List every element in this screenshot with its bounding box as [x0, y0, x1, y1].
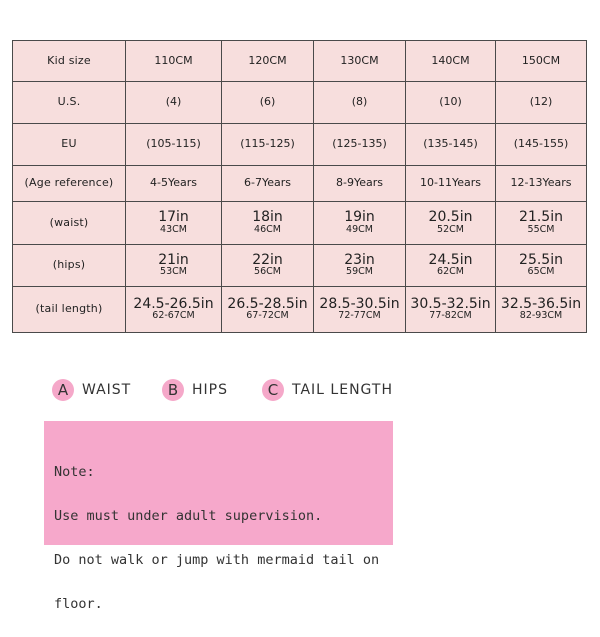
table-cell: 4-5Years — [126, 166, 222, 202]
cell-sub-value: 77-82CM — [429, 310, 472, 322]
cell-sub-value: 53CM — [160, 266, 187, 278]
cell-sub-value: 62CM — [437, 266, 464, 278]
cell-sub-value: 46CM — [254, 223, 281, 235]
cell-main-value: 30.5-32.5in — [410, 295, 491, 312]
cell-main-value: 23in — [344, 251, 375, 268]
cell-main-value: 24.5-26.5in — [133, 295, 214, 312]
table-cell — [314, 245, 406, 287]
cell-sub-value: 49CM — [346, 223, 373, 235]
note-line-warning-cont: floor. — [54, 596, 103, 612]
table-row-eu — [13, 124, 587, 166]
table-cell — [314, 202, 406, 245]
header-size-130: 130CM — [314, 41, 406, 82]
size-chart-table — [12, 40, 587, 333]
cell-sub-value: 55CM — [527, 223, 555, 235]
header-size-140: 140CM — [406, 41, 496, 82]
table-cell: 10-11Years — [406, 166, 496, 202]
header-size-150: 150CM — [496, 41, 587, 82]
table-cell: (10) — [406, 82, 496, 124]
header-size-110: 110CM — [126, 41, 222, 82]
table-cell — [496, 245, 587, 287]
table-cell: (145-155) — [496, 124, 587, 166]
table-cell — [406, 202, 496, 245]
table-cell — [406, 287, 496, 333]
cell-main-value: 19in — [344, 209, 375, 226]
cell-sub-value: 67-72CM — [246, 310, 289, 322]
cell-main-value: 17in — [158, 209, 189, 226]
table-row-hips — [13, 245, 587, 287]
legend-label-tail-length: TAIL LENGTH — [292, 382, 393, 398]
row-label-eu: EU — [13, 124, 126, 166]
table-cell — [314, 287, 406, 333]
row-label-age: (Age reference) — [13, 166, 126, 202]
cell-sub-value: 72-77CM — [338, 310, 381, 322]
table-cell — [222, 245, 314, 287]
cell-main-value: 20.5in — [428, 209, 473, 226]
note-line-supervision: Use must under adult supervision. — [54, 508, 323, 524]
legend-label-waist: WAIST — [82, 382, 132, 398]
table-cell — [496, 202, 587, 245]
cell-sub-value: 43CM — [160, 223, 187, 235]
cell-sub-value: 65CM — [527, 266, 555, 278]
row-label-tail-length: (tail length) — [13, 287, 126, 333]
row-label-hips: (hips) — [13, 245, 126, 287]
table-cell — [406, 245, 496, 287]
cell-sub-value: 59CM — [346, 266, 373, 278]
table-row-age — [13, 166, 587, 202]
row-label-us: U.S. — [13, 82, 126, 124]
cell-main-value: 21.5in — [519, 209, 563, 226]
cell-sub-value: 56CM — [254, 266, 281, 278]
legend-item-hips — [162, 377, 228, 403]
table-cell: 12-13Years — [496, 166, 587, 202]
table-cell — [222, 287, 314, 333]
note-box — [44, 421, 393, 612]
header-size-120: 120CM — [222, 41, 314, 82]
cell-sub-value: 82-93CM — [519, 310, 563, 322]
table-row-us — [13, 82, 587, 124]
table-cell: (125-135) — [314, 124, 406, 166]
measurement-legend — [52, 377, 412, 403]
cell-main-value: 18in — [252, 209, 283, 226]
header-label-kid-size: Kid size — [13, 41, 126, 82]
table-row-tail-length — [13, 287, 587, 333]
table-cell: 6-7Years — [222, 166, 314, 202]
legend-badge-b: B — [162, 379, 184, 401]
cell-main-value: 32.5-36.5in — [500, 295, 582, 312]
cell-main-value: 21in — [158, 251, 189, 268]
table-cell — [126, 287, 222, 333]
legend-badge-c: C — [262, 379, 284, 401]
table-cell: 8-9Years — [314, 166, 406, 202]
cell-main-value: 22in — [252, 251, 283, 268]
table-cell: (8) — [314, 82, 406, 124]
table-cell: (105-115) — [126, 124, 222, 166]
table-header-row — [13, 41, 587, 82]
cell-main-value: 24.5in — [428, 251, 473, 268]
table-cell: (12) — [496, 82, 587, 124]
table-row-waist — [13, 202, 587, 245]
cell-sub-value: 52CM — [437, 223, 464, 235]
cell-sub-value: 62-67CM — [152, 310, 195, 322]
row-label-waist: (waist) — [13, 202, 126, 245]
table-cell — [222, 202, 314, 245]
table-cell — [126, 245, 222, 287]
note-line-warning: Do not walk or jump with mermaid tail on — [54, 552, 380, 568]
table-cell — [126, 202, 222, 245]
table-cell: (115-125) — [222, 124, 314, 166]
cell-main-value: 28.5-30.5in — [319, 295, 400, 312]
note-heading: Note: — [54, 464, 95, 480]
legend-badge-a: A — [52, 379, 74, 401]
cell-main-value: 25.5in — [519, 251, 563, 268]
cell-main-value: 26.5-28.5in — [227, 295, 308, 312]
table-cell: (4) — [126, 82, 222, 124]
table-cell: (6) — [222, 82, 314, 124]
legend-label-hips: HIPS — [192, 382, 228, 398]
legend-item-waist — [52, 377, 131, 403]
table-cell — [496, 287, 587, 333]
legend-item-tail-length — [262, 377, 393, 403]
table-cell: (135-145) — [406, 124, 496, 166]
